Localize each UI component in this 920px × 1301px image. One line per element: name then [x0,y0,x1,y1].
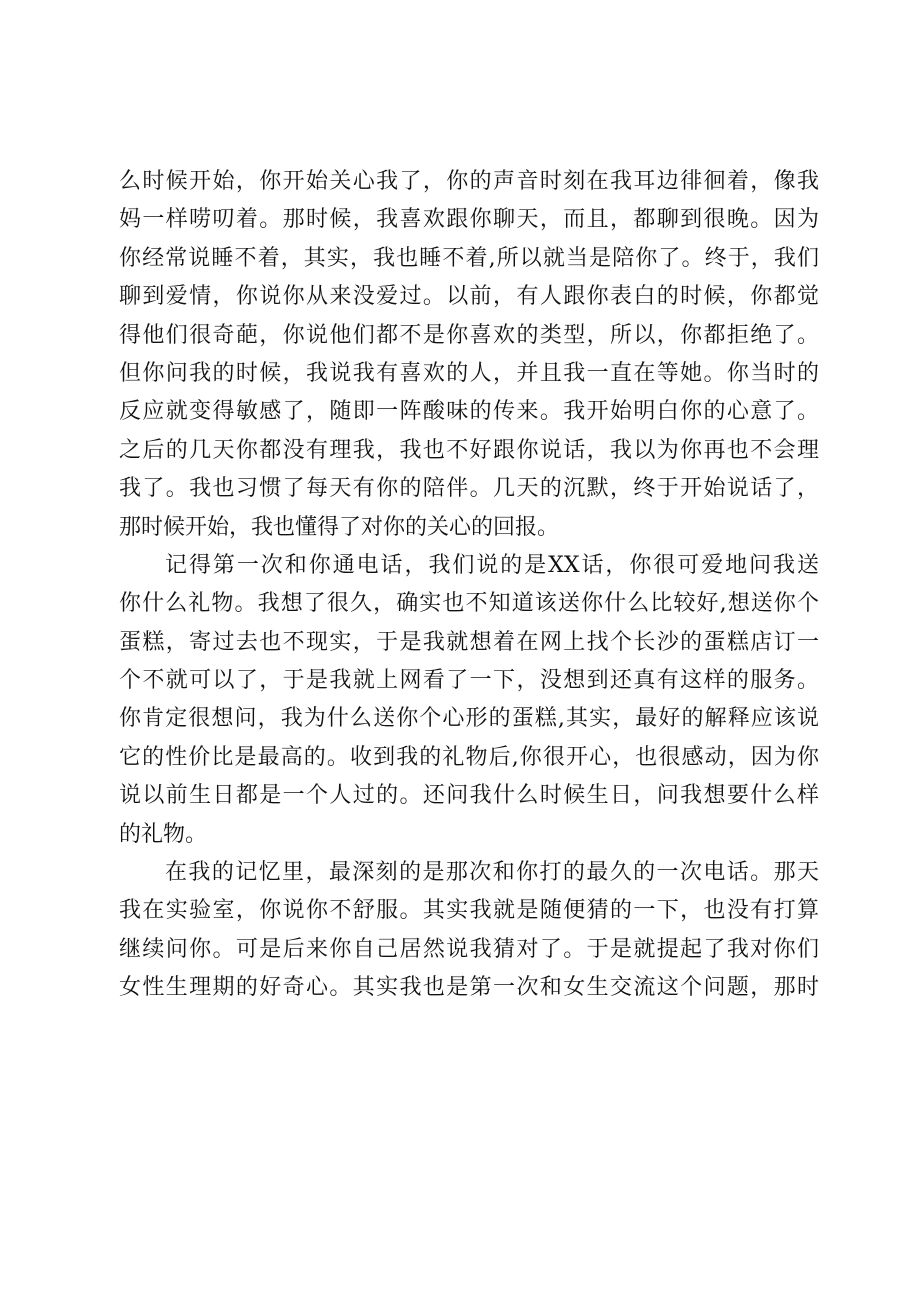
text-line: 记得第一次和你通电话，我们说的是XX话，你很可爱地问我送 [165,552,819,578]
body-text [119,163,819,1008]
text-line: 说以前生日都是一个人过的。还问我什么时候生日，问我想要什么样 [119,783,819,809]
text-line: 我了。我也习惯了每天有你的陪伴。几天的沉默，终于开始说话了， [119,476,819,502]
text-line: 么时候开始，你开始关心我了，你的声音时刻在我耳边徘徊着，像我 [119,169,819,194]
text-line: 聊到爱情，你说你从来没爱过。以前，有人跟你表白的时候，你都觉 [119,284,819,310]
text-line: 的礼物。 [119,821,208,847]
text-line: 那时候开始，我也懂得了对你的关心的回报。 [119,514,560,540]
text-line: 你什么礼物。我想了很久，确实也不知道该送你什么比较好,想送你个 [119,591,819,617]
text-line: 女性生理期的好奇心。其实我也是第一次和女生交流这个问题，那时 [119,975,819,1001]
text-line: 你经常说睡不着，其实，我也睡不着,所以就当是陪你了。终于，我们 [119,245,819,271]
text-line: 之后的几天你都没有理我，我也不好跟你说话，我以为你再也不会理 [119,437,819,463]
text-line: 蛋糕，寄过去也不现实，于是我就想着在网上找个长沙的蛋糕店订一 [119,629,819,655]
text-line: 我在实验室，你说你不舒服。其实我就是随便猜的一下，也没有打算 [119,898,819,924]
text-line: 反应就变得敏感了，随即一阵酸味的传来。我开始明白你的心意了。 [119,399,819,425]
text-line: 妈一样唠叨着。那时候，我喜欢跟你聊天，而且，都聊到很晚。因为 [119,207,819,233]
text-line: 在我的记忆里，最深刻的是那次和你打的最久的一次电话。那天 [165,860,819,886]
text-line: 得他们很奇葩，你说他们都不是你喜欢的类型，所以，你都拒绝了。 [119,322,819,348]
text-line: 但你问我的时候，我说我有喜欢的人，并且我一直在等她。你当时的 [119,360,819,386]
text-line: 你肯定很想问，我为什么送你个心形的蛋糕,其实，最好的解释应该说 [119,706,819,732]
text-line: 它的性价比是最高的。收到我的礼物后,你很开心，也很感动，因为你 [119,744,819,770]
text-line: 个不就可以了，于是我就上网看了一下，没想到还真有这样的服务。 [119,668,819,694]
text-line: 继续问你。可是后来你自己居然说我猜对了。于是就提起了我对你们 [119,936,819,962]
